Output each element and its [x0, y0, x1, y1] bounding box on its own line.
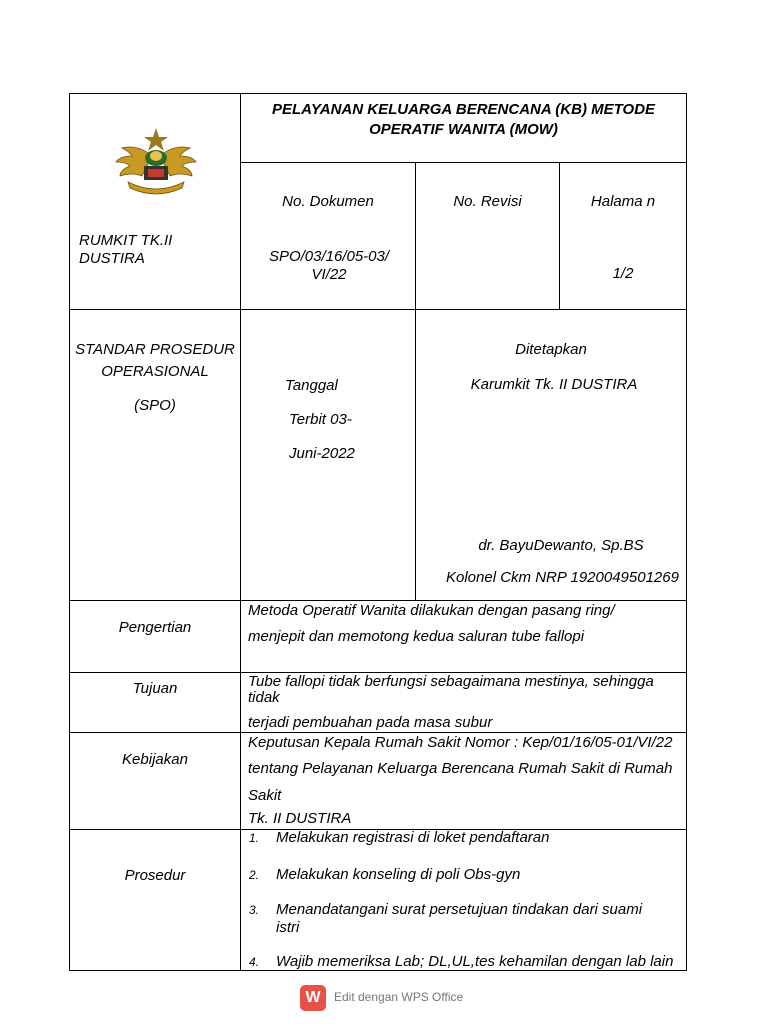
- step-text: Melakukan registrasi di loket pendaftaran: [276, 829, 550, 846]
- pengertian-line2: menjepit dan memotong kedua saluran tube fallopi: [248, 628, 585, 645]
- signer-name: dr. BayuDewanto, Sp.BS: [478, 537, 644, 554]
- signer-rank: Kolonel Ckm NRP 1920049501269: [446, 569, 679, 586]
- tujuan-line1: Tube fallopi tidak berfungsi sebagaimana mestinya, sehingga: [248, 673, 654, 690]
- rumkit-emblem-logo: [112, 126, 200, 200]
- issue-date-line1: Terbit 03-: [289, 411, 352, 428]
- doc-number-label: No. Dokumen: [282, 193, 374, 210]
- spo-label-abbr: (SPO): [134, 397, 176, 414]
- table-divider-title: [240, 162, 687, 163]
- table-border-right: [686, 93, 687, 971]
- institution-name: RUMKIT TK.II DUSTIRA: [79, 232, 173, 267]
- tujuan-line2: tidak: [248, 689, 280, 706]
- table-border-left: [69, 93, 70, 971]
- prosedur-label: Prosedur: [124, 867, 186, 884]
- spo-label-line2: OPERASIONAL: [101, 363, 209, 380]
- revision-label: No. Revisi: [453, 193, 522, 210]
- wps-edit-text: Edit dengan WPS Office: [334, 990, 464, 1004]
- table-column-divider: [240, 93, 241, 971]
- table-border-top: [69, 93, 687, 94]
- kebijakan-line4: Tk. II DUSTIRA: [248, 810, 352, 827]
- page-value: 1/2: [612, 265, 634, 282]
- step-text-continued: istri: [276, 919, 300, 936]
- wps-edit-link[interactable]: [300, 985, 464, 1011]
- spo-label-line1: STANDAR PROSEDUR: [75, 341, 235, 358]
- tujuan-line3: terjadi pembuahan pada masa subur: [248, 714, 493, 731]
- page-label: Halama n: [590, 193, 656, 210]
- document-title: PELAYANAN KELUARGA BERENCANA (KB) METODE OPERATIF WANITA (MOW): [271, 101, 656, 138]
- kebijakan-line2: tentang Pelayanan Keluarga Berencana Rumah Sakit di Rumah: [248, 760, 673, 777]
- kebijakan-label: Kebijakan: [122, 751, 188, 768]
- step-text: Wajib memeriksa Lab; DL,UL,tes kehamilan dengan lab lain: [276, 953, 674, 970]
- issue-date-line2: Juni-2022: [289, 445, 355, 462]
- step-number: 3.: [249, 903, 260, 917]
- step-number: 2.: [249, 868, 260, 882]
- step-text: Melakukan konseling di poli Obs-gyn: [276, 866, 521, 883]
- kebijakan-line1: Keputusan Kepala Rumah Sakit Nomor : Kep/01/16/05-01/VI/22: [248, 734, 673, 751]
- pengertian-label: Pengertian: [118, 619, 192, 636]
- established-label: Ditetapkan: [515, 341, 587, 358]
- established-authority: Karumkit Tk. II DUSTIRA: [470, 376, 638, 393]
- wps-logo-icon: W: [300, 985, 326, 1011]
- pengertian-line1: Metoda Operatif Wanita dilakukan dengan pasang ring/: [248, 602, 615, 619]
- table-divider-spo: [69, 600, 687, 601]
- doc-number-value: SPO/03/16/05-03/ VI/22: [268, 248, 390, 283]
- issue-date-label: Tanggal: [285, 377, 338, 394]
- step-number: 4.: [249, 955, 260, 969]
- table-divider-tujuan: [69, 732, 687, 733]
- tujuan-label: Tujuan: [132, 680, 178, 697]
- step-number: 1.: [249, 831, 260, 845]
- step-text: Menandatangani surat persetujuan tindakan dari suami: [276, 901, 643, 918]
- table-divider-header: [69, 309, 687, 310]
- kebijakan-line3: Sakit: [248, 787, 282, 804]
- table-divider-revision-page: [559, 162, 560, 310]
